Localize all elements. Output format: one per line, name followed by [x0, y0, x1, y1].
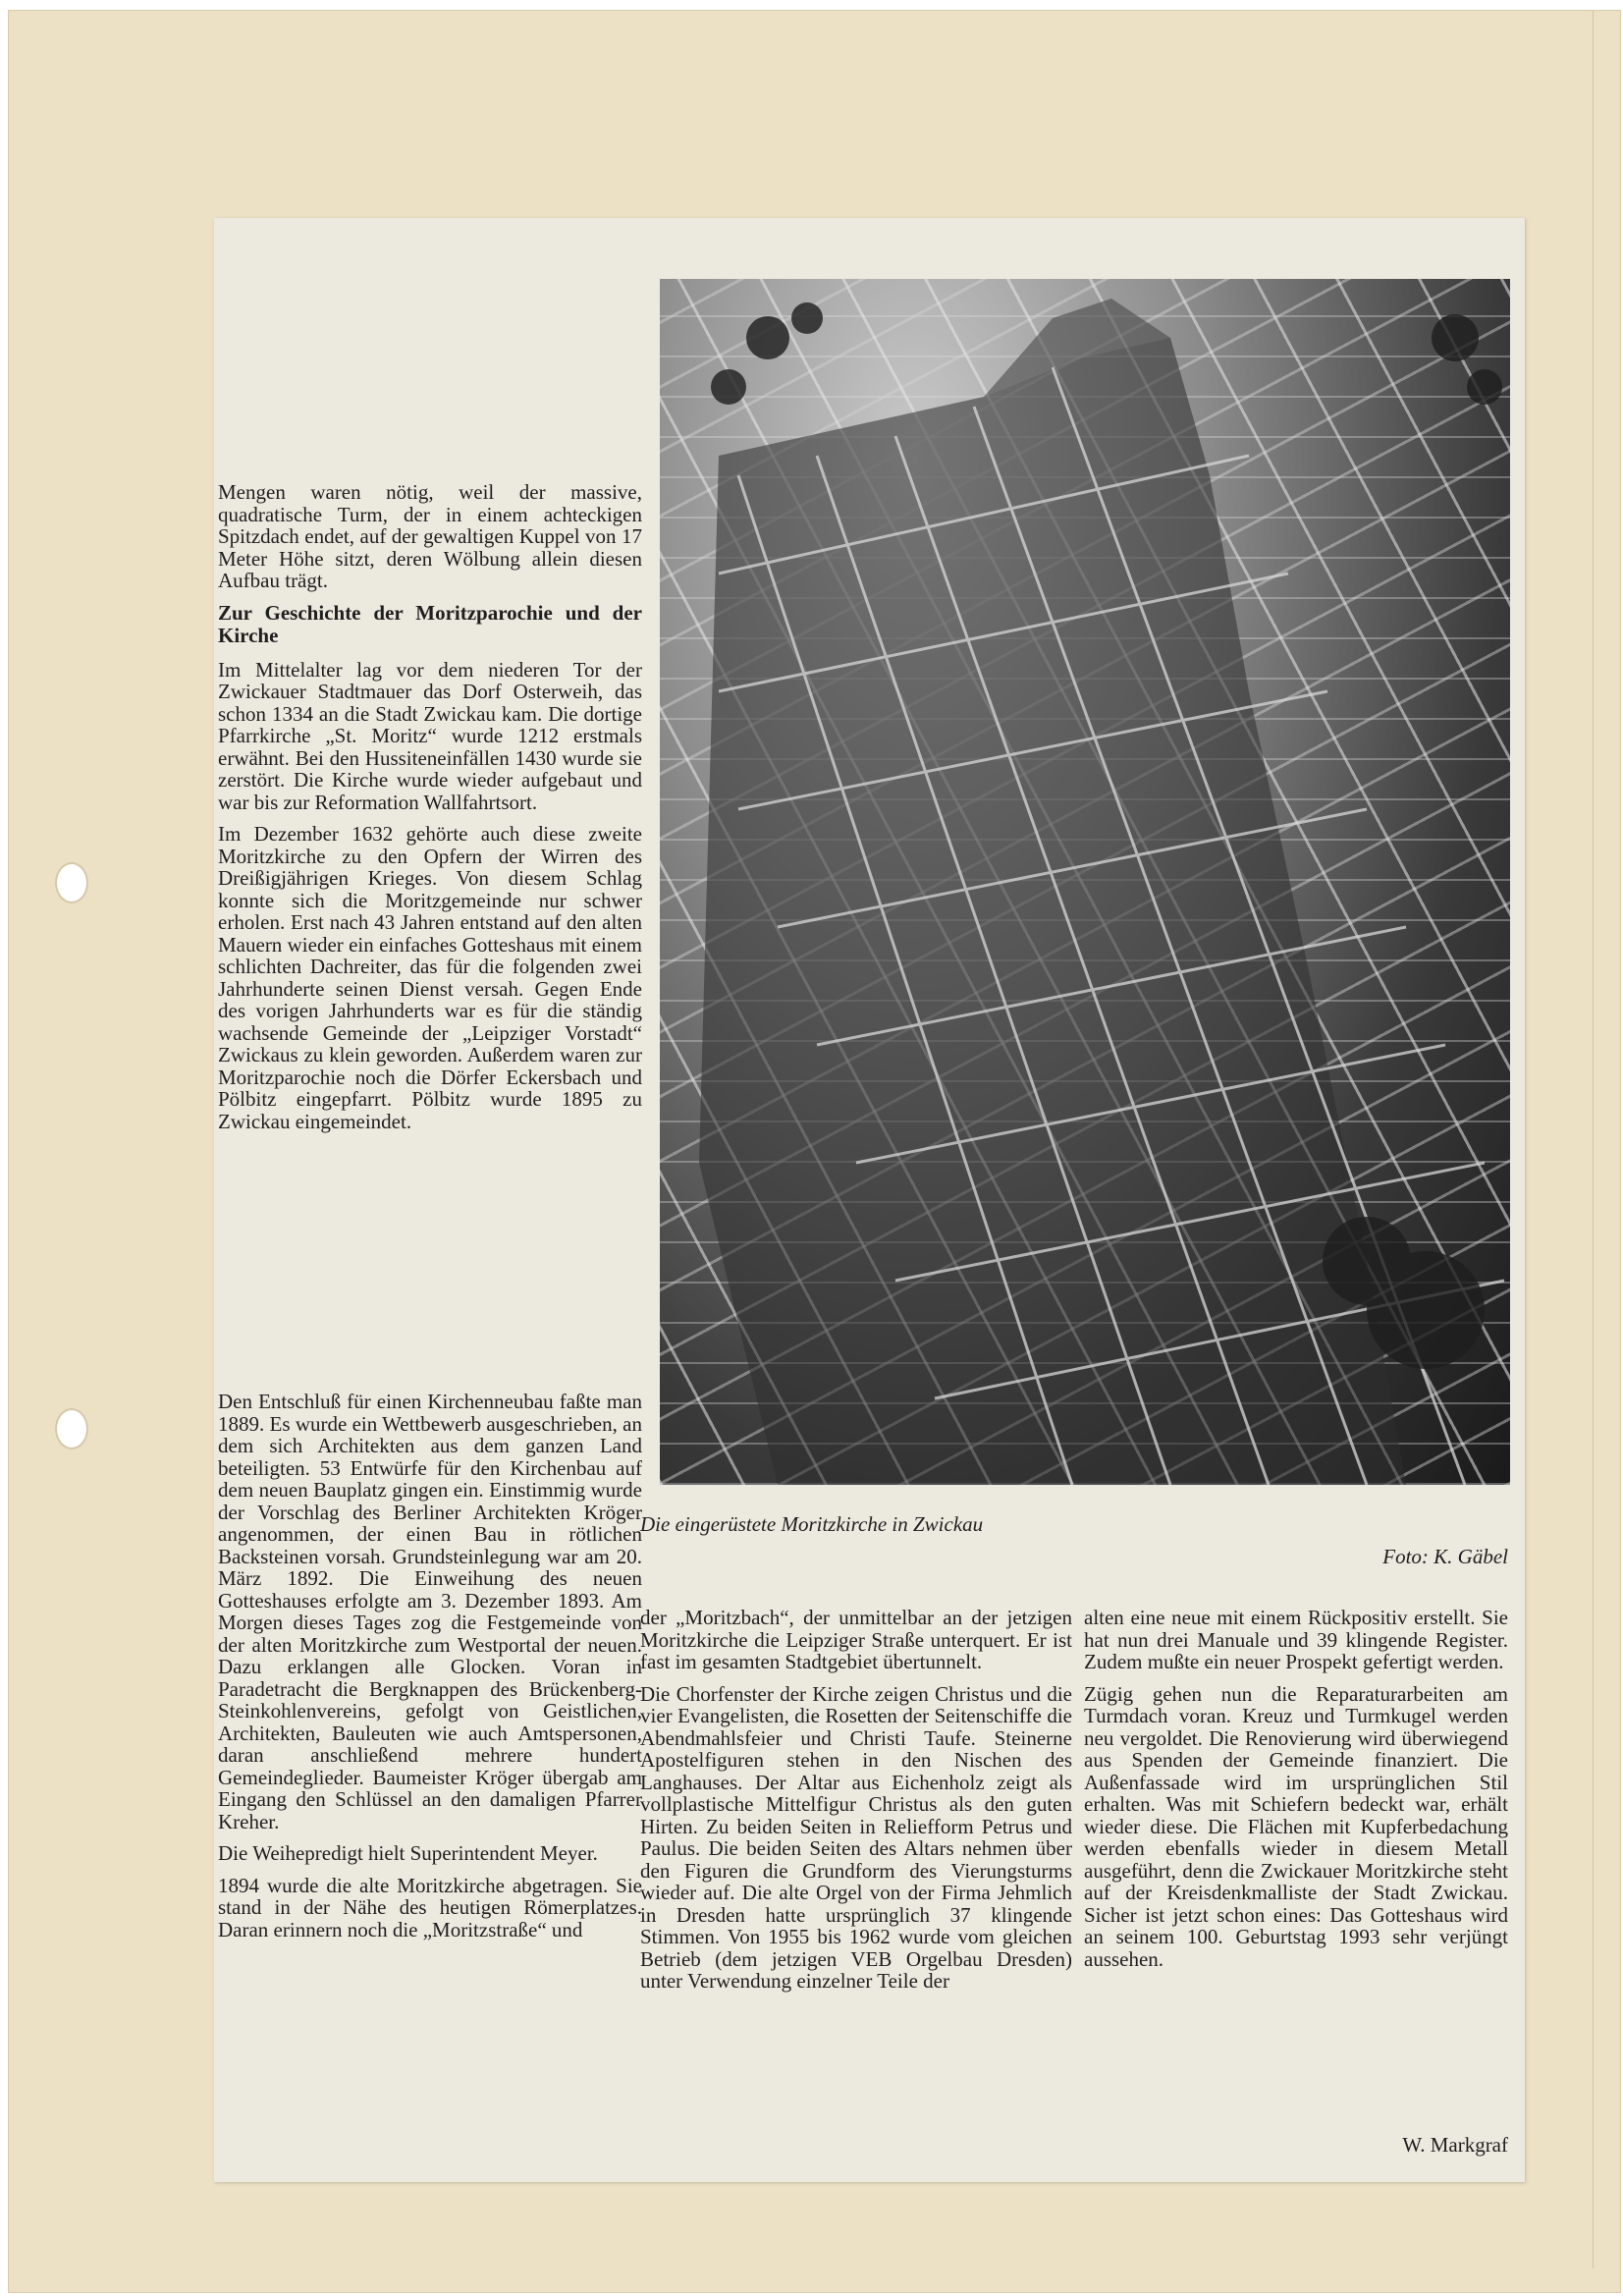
- punch-hole-upper: [57, 864, 86, 902]
- paragraph: Die Chorfenster der Kirche zeigen Christus und die vier Evangelisten, die Rosetten der Seitenschiffe die Abendmahlsfeier und Christi Taufe. Steinerne Apostelfiguren stehen in den Nischen des Langhauses. Der Altar aus Eichenholz zeigt als vollplastische Mittelfigur Christus als den guten Hirten. Zu beiden Seiten in Reliefform Petrus und Paulus. Die beiden Seiten des Altars nehmen über den Figuren die Grundform des Vierungsturms wieder auf. Die alte Orgel von der Firma Jehmlich in Dresden hatte ursprünglich 37 klingende Stimmen. Von 1955 bis 1962 wurde vom gleichen Betrieb (dem jetzigen VEB Orgelbau Dresden) unter Verwendung einzelner Teile der: [640, 1681, 1072, 1993]
- article-column-3: [1084, 1607, 1508, 1980]
- paragraph: Im Dezember 1632 gehörte auch diese zweite Moritzkirche zu den Opfern der Wirren des Dreißigjährigen Krieges. Von diesem Schlag konnte sich die Moritzgemeinde nur schwer erholen. Erst nach 43 Jahren entstand auf den alten Mauern wieder ein einfaches Gotteshaus mit einem schlichten Dachreiter, das für die folgenden zwei Jahrhunderte seinen Dienst versah. Gegen Ende des vorigen Jahrhunderts war es für die ständig wachsende Gemeinde der „Leipziger Vorstadt“ Zwickaus zu klein geworden. Außerdem waren zur Moritzparochie noch die Dörfer Eckersbach und Pölbitz eingepfarrt. Pölbitz wurde 1895 zu Zwickau eingemeindet.: [218, 822, 642, 1133]
- article-column-2: [640, 1607, 1072, 2002]
- paragraph: Zügig gehen nun die Reparaturarbeiten am Turmdach voran. Kreuz und Turmkugel werden neu vergoldet. Die Renovierung wird überwiegend aus Spenden der Gemeinde finanziert. Die Außenfassade wird im ursprünglichen Stil erhalten. Was mit Schiefern bedeckt war, erhält wieder diese. Die Flächen mit Kupferbedachung werden ebenfalls wieder in diesem Metall ausgeführt, denn die Zwickauer Moritzkirche steht auf der Kreisdenkmalliste der Stadt Zwickau. Sicher ist jetzt schon eines: Das Gotteshaus wird an seinem 100. Geburtstag 1993 sehr verjüngt aussehen.: [1084, 1681, 1508, 1971]
- paragraph: Den Entschluß für einen Kirchenneubau faßte man 1889. Es wurde ein Wettbewerb ausgeschrieben, an dem sich Architekten aus dem ganzen Land beteiligten. 53 Entwürfe für den Kirchenbau auf dem neuen Bauplatz gingen ein. Einstimmig wurde der Vorschlag des Berliner Architekten Kröger angenommen, der einen Bau in rötlichen Backsteinen vorsah. Grundsteinlegung war am 20. März 1892. Die Einweihung des neuen Gotteshauses erfolgte am 3. Dezember 1893. Am Morgen dieses Tages zog die Festgemeinde von der alten Moritzkirche zum Westportal der neuen. Dazu erklangen alle Glocken. Voran in Paradetracht die Bergknappen des Brückenberg-Steinkohlenvereins, gefolgt von Geistlichen, Architekten, Bauleuten wie auch Amtspersonen, daran anschließend mehrere hundert Gemeindeglieder. Baumeister Kröger übergab am Eingang den Schlüssel an den damaligen Pfarrer Kreher.: [218, 1390, 642, 1833]
- paragraph: alten eine neue mit einem Rückpositiv erstellt. Sie hat nun drei Manuale und 39 klingende Register. Zudem mußte ein neuer Prospekt gefertigt werden.: [1084, 1606, 1508, 1673]
- paragraph: Im Mittelalter lag vor dem niederen Tor der Zwickauer Stadtmauer das Dorf Osterweih, das schon 1334 an die Stadt Zwickau kam. Die dortige Pfarrkirche „St. Moritz“ wurde 1212 erstmals erwähnt. Bei den Hussiteneinfällen 1430 wurde sie zerstört. Die Kirche wurde wieder aufgebaut und war bis zur Reformation Wallfahrtsort.: [218, 657, 642, 814]
- photo-scaffolding-drawing: [660, 279, 1510, 1485]
- paragraph: der „Moritzbach“, der unmittelbar an der jetzigen Moritzkirche die Leipziger Straße unterquert. Er ist fast im gesamten Stadtgebiet übertunnelt.: [640, 1606, 1072, 1673]
- article-column-1: [218, 481, 642, 1142]
- article-column-1-lower: [218, 1391, 642, 1950]
- paragraph: Die Weihepredigt hielt Superintendent Meyer.: [218, 1841, 598, 1865]
- church-scaffolding-photo: [660, 279, 1510, 1485]
- section-heading: Zur Geschichte der Moritzparochie und der Kirche: [218, 600, 642, 647]
- paragraph: 1894 wurde die alte Moritzkirche abgetragen. Sie stand in der Nähe des heutigen Römerplatzes. Daran erinnern noch die „Moritzstraße“ und: [218, 1873, 642, 1941]
- page-margin-line: [1593, 10, 1594, 2269]
- photo-credit: Foto: K. Gäbel: [1382, 1545, 1508, 1568]
- punch-hole-lower: [57, 1410, 86, 1448]
- author-signature: W. Markgraf: [1402, 2133, 1508, 2157]
- photo-caption: Die eingerüstete Moritzkirche in Zwickau: [640, 1512, 984, 1536]
- intro-paragraph: Mengen waren nötig, weil der massive, quadratische Turm, der in einem achteckigen Spitzdach endet, auf der gewaltigen Kuppel von 17 Meter Höhe sitzt, deren Wölbung allein diesen Aufbau trägt.: [218, 480, 642, 592]
